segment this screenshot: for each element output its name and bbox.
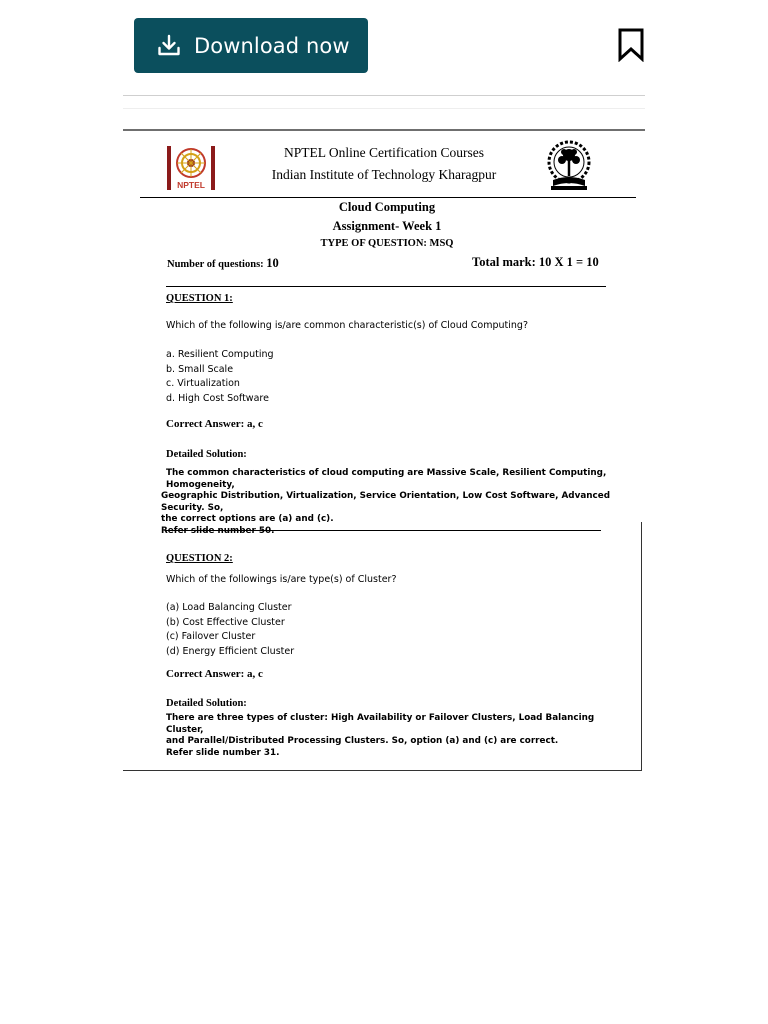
header-line-1: NPTEL Online Certification Courses: [283, 145, 485, 160]
course-title: Cloud Computing: [338, 200, 436, 214]
option-b: b. Small Scale: [166, 363, 234, 375]
divider: [123, 108, 645, 109]
question-1-options: [166, 348, 274, 406]
question-1-answer: Correct Answer: a, c: [166, 418, 263, 430]
solution-line: Refer slide number 50.: [161, 525, 275, 536]
number-of-questions-value: 10: [266, 256, 279, 270]
bookmark-icon[interactable]: [617, 28, 645, 62]
option-a: (a) Load Balancing Cluster: [166, 602, 292, 613]
separator: [166, 286, 606, 287]
page-edge: [123, 770, 642, 771]
question-2-options: [166, 601, 294, 659]
solution-line: There are three types of cluster: High Availability or Failover Clusters, Load Balancing Cluster,: [166, 713, 595, 735]
download-icon: [156, 33, 182, 59]
header-line-2: Indian Institute of Technology Kharagpur: [271, 167, 497, 182]
solution-line: Geographic Distribution, Virtualization, Service Orientation, Low Cost Software, Advanced Security. So,: [161, 491, 610, 513]
option-d: (d) Energy Efficient Cluster: [166, 645, 295, 657]
question-2-heading: QUESTION 2:: [166, 553, 233, 564]
question-2-text: Which of the followings is/are type(s) of Cluster?: [166, 574, 397, 585]
option-d: d. High Cost Software: [166, 392, 269, 404]
download-button-label: Download now: [194, 33, 350, 58]
question-1-solution-heading: Detailed Solution:: [166, 449, 247, 460]
option-a: a. Resilient Computing: [166, 349, 274, 360]
separator: [165, 530, 601, 531]
solution-line: the correct options are (a) and (c).: [161, 514, 334, 525]
total-mark: Total mark: 10 X 1 = 10: [472, 255, 599, 269]
question-1-solution: [161, 468, 621, 538]
question-1-text: Which of the following is/are common characteristic(s) of Cloud Computing?: [166, 320, 528, 331]
iit-kharagpur-logo: [545, 140, 593, 192]
question-1-heading: QUESTION 1:: [166, 293, 233, 304]
solution-line: and Parallel/Distributed Processing Clusters. So, option (a) and (c) are correct.: [166, 736, 559, 747]
option-b: (b) Cost Effective Cluster: [166, 616, 285, 628]
number-of-questions-label: Number of questions:: [167, 259, 267, 270]
solution-line: The common characteristics of cloud computing are Massive Scale, Resilient Computing, Homogeneity,: [166, 468, 607, 490]
option-c: c. Virtualization: [166, 378, 240, 389]
question-2-solution: [166, 713, 626, 759]
question-2-solution-heading: Detailed Solution:: [166, 698, 247, 709]
divider: [123, 95, 645, 96]
number-of-questions: [167, 256, 279, 271]
download-button[interactable]: [134, 18, 368, 73]
header-underline: [140, 197, 636, 198]
page-edge: [641, 522, 642, 771]
nptel-logo-text: NPTEL: [177, 180, 205, 190]
question-type: TYPE OF QUESTION: MSQ: [320, 238, 454, 249]
assignment-title: Assignment- Week 1: [332, 219, 442, 233]
solution-line: Refer slide number 31.: [166, 747, 280, 758]
question-2-answer: Correct Answer: a, c: [166, 668, 263, 680]
option-c: (c) Failover Cluster: [166, 631, 256, 642]
